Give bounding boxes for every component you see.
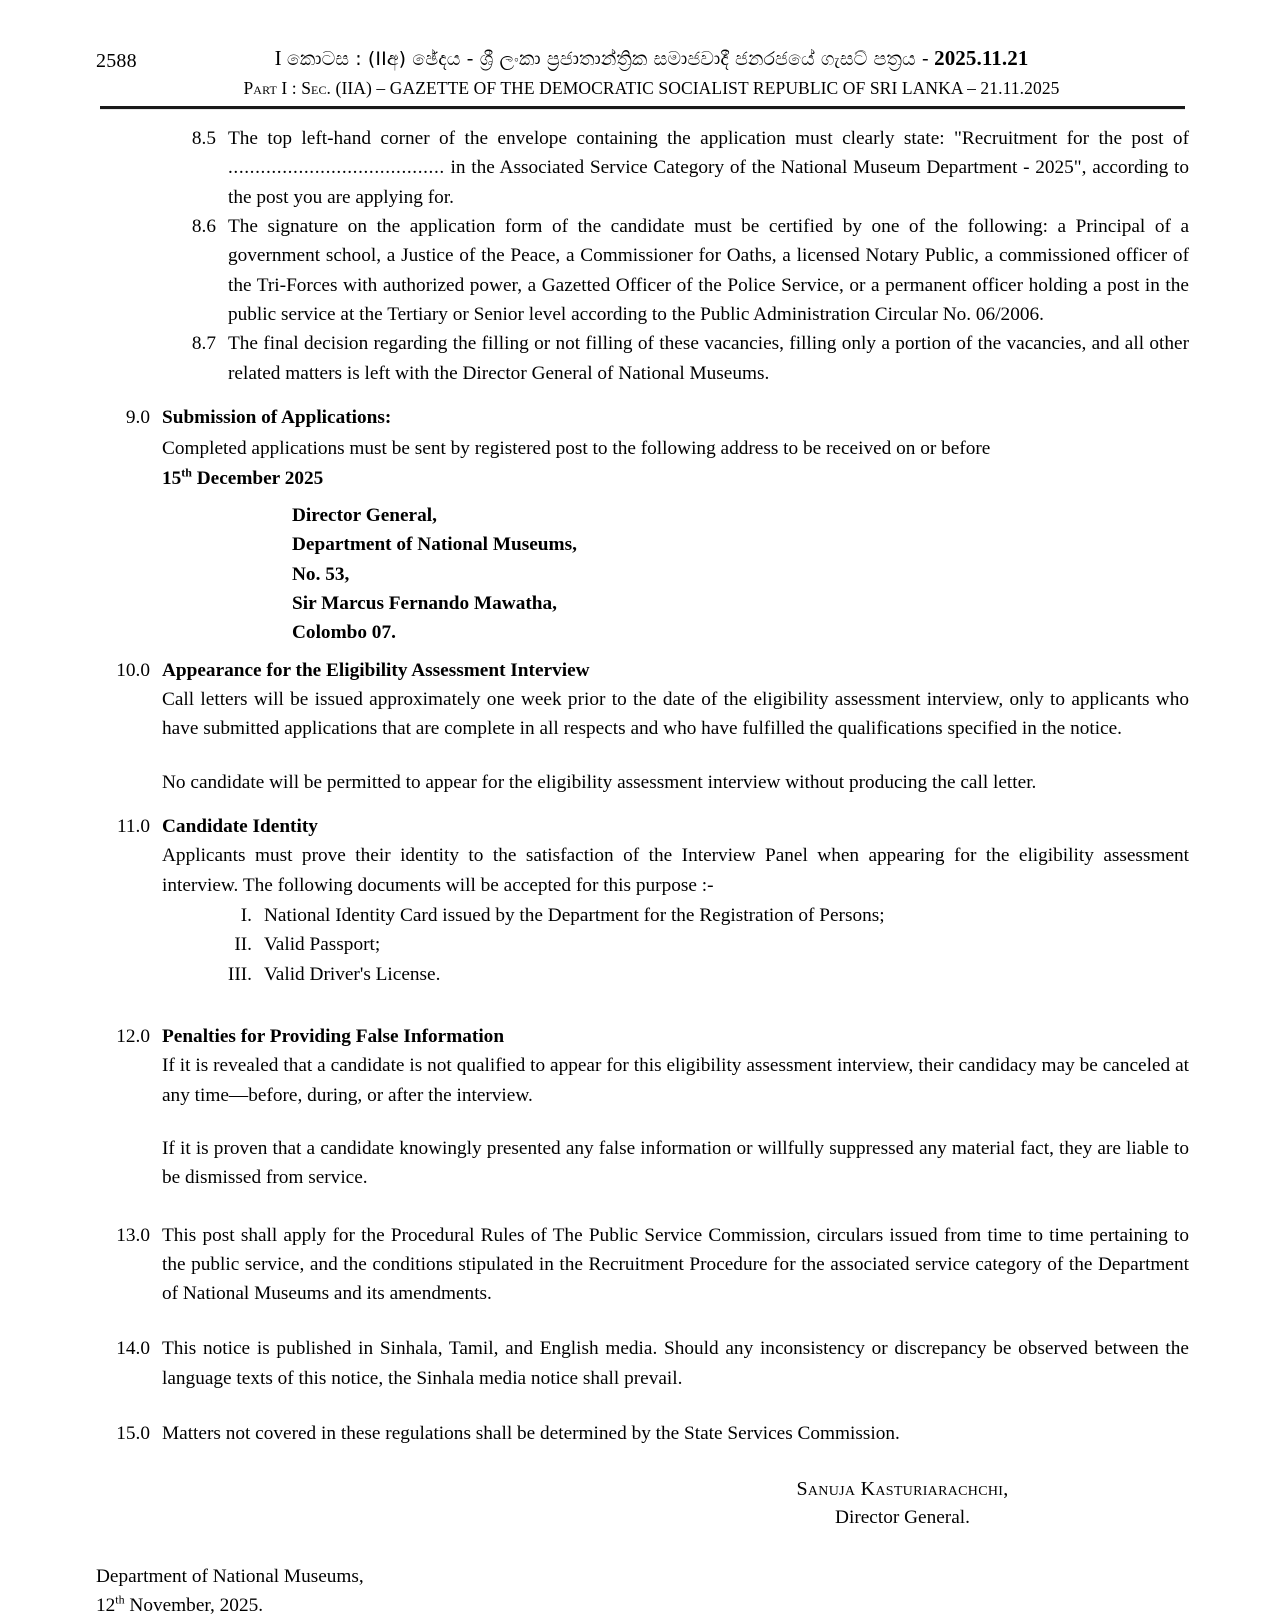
page-header xyxy=(96,44,1189,102)
section-13-number: 13.0 xyxy=(116,1224,150,1246)
clause-8-5-text-a: The top left-hand corner of the envelope containing the application must clearly state: "Recruitment for the post of xyxy=(228,128,1189,149)
section-9-number: 9.0 xyxy=(125,406,150,428)
list-item xyxy=(206,930,1189,959)
section-13-text: This post shall apply for the Procedural Rules of The Public Service Commission, circulars issued from time to time pertaining to the public service, and the conditions stipulated in the Recruitment Procedure for the associated service category of the Department of National Museums and its amendments. xyxy=(162,1224,1189,1305)
section-10-para-1: Call letters will be issued approximately one week prior to the date of the eligibility assessment interview, only to applicants who have submitted applications that are complete in all respects and who have fulfilled the qualifications specified in the notice. xyxy=(162,688,1189,740)
footer-date-rest: November, 2025. xyxy=(124,1595,264,1617)
section-11-para-1: Applicants must prove their identity to the satisfaction of the Interview Panel when appearing for the eligibility assessment interview. The following documents will be accepted for this purpose :- xyxy=(162,845,1189,896)
address-line-5: Colombo 07. xyxy=(292,622,396,644)
identity-documents-list xyxy=(206,901,1189,989)
section-9-body: Completed applications must be sent by registered post to the following address to be received on or before xyxy=(162,438,991,460)
clause-8-6-text: The signature on the application form of the candidate must be certified by one of the following: a Principal of a government school, a Justice of the Peace, a Commissioner for Oaths, a licensed Notary Public, a commissioned officer of the Tri-Forces with authorized power, a Gazetted Officer of the Police Service, or a permanent officer holding a post in the public service at the Tertiary or Senior level according to the Public Administration Circular No. 06/2006. xyxy=(228,215,1189,325)
list-item-text: Valid Passport; xyxy=(264,934,381,956)
address-line-4: Sir Marcus Fernando Mawatha, xyxy=(292,592,557,614)
section-15-text: Matters not covered in these regulations shall be determined by the State Services Commission. xyxy=(162,1423,900,1445)
clause-8-7 xyxy=(96,329,1189,388)
deadline-day: 15 xyxy=(162,467,182,489)
signatory-name: Sanuja Kasturiarachchi, xyxy=(796,1478,1009,1501)
page-number: 2588 xyxy=(96,50,137,72)
section-14-text: This notice is published in Sinhala, Tamil, and English media. Should any inconsistency or discrepancy be observed between the language texts of this notice, the Sinhala media notice shall prevail. xyxy=(162,1338,1189,1389)
list-item xyxy=(206,901,1189,930)
clause-8-5-text xyxy=(228,124,1189,212)
section-15 xyxy=(96,1419,1189,1448)
section-12-para-1: If it is revealed that a candidate is not qualified to appear for this eligibility assessment interview, their candidacy may be canceled at any time—before, during, or after the interview. xyxy=(162,1055,1189,1106)
header-divider xyxy=(100,106,1185,110)
clause-8-7-text: The final decision regarding the filling or not filling of these vacancies, filling only a portion of the vacancies, and all other related matters is left with the Director General of National Museums. xyxy=(228,333,1189,384)
clause-8-5 xyxy=(96,124,1189,212)
list-item-numeral: III. xyxy=(227,963,252,985)
section-14 xyxy=(96,1334,1189,1393)
section-11 xyxy=(96,812,1189,900)
section-9-deadline xyxy=(162,464,1189,493)
footer-department: Department of National Museums, xyxy=(96,1566,364,1588)
document-body xyxy=(96,124,1189,1621)
section-10-number: 10.0 xyxy=(116,659,150,681)
header-sinhala-line xyxy=(96,44,1189,74)
footer-date xyxy=(96,1592,1189,1621)
section-15-number: 15.0 xyxy=(116,1423,150,1445)
list-item-text: National Identity Card issued by the Department for the Registration of Persons; xyxy=(264,904,885,926)
deadline-suffix: th xyxy=(181,465,192,480)
address-line-1: Director General, xyxy=(292,504,437,526)
header-english-text: Part I : Sec. (IIA) – GAZETTE OF THE DEMOCRATIC SOCIALIST REPUBLIC OF SRI LANKA – 21.11.2025 xyxy=(243,77,1060,98)
header-sinhala-text: කොටස : (IIඅ) ඡේදය - ශ්‍රී ලංකා ප්‍රජාතාන්ත්‍රික සමාජවාදී ජනරජයේ ගැසට් පත්‍රය - xyxy=(286,48,929,70)
clause-8-5-dotted-blank: ........................................ xyxy=(228,157,445,179)
section-10-title: Appearance for the Eligibility Assessment Interview xyxy=(162,659,590,681)
header-english-line xyxy=(96,78,1189,99)
section-12-content xyxy=(162,1022,1189,1193)
address-line-3: No. 53, xyxy=(292,563,350,585)
section-13 xyxy=(96,1221,1189,1309)
clause-8-7-number: 8.7 xyxy=(191,333,216,355)
section-12-title: Penalties for Providing False Information xyxy=(162,1025,505,1047)
signatory-title: Director General. xyxy=(835,1507,970,1529)
footer-date-day: 12 xyxy=(96,1595,116,1617)
address-line-2: Department of National Museums, xyxy=(292,534,577,556)
section-10-para-2: No candidate will be permitted to appear for the eligibility assessment interview without producing the call letter. xyxy=(162,771,1037,793)
list-item-numeral: II. xyxy=(234,934,252,956)
list-item-text: Valid Driver's License. xyxy=(264,963,441,985)
section-12-number: 12.0 xyxy=(116,1025,150,1047)
deadline-rest: December 2025 xyxy=(191,467,324,489)
clause-8-6 xyxy=(96,212,1189,329)
signature-block xyxy=(96,1474,1189,1533)
list-item xyxy=(206,960,1189,989)
section-11-number: 11.0 xyxy=(116,815,150,837)
header-part-roman: I xyxy=(274,46,282,70)
clause-8-5-number: 8.5 xyxy=(191,128,216,149)
section-9-content xyxy=(162,403,1189,493)
submission-address-block xyxy=(292,501,1189,648)
section-11-title: Candidate Identity xyxy=(162,815,318,837)
section-9 xyxy=(96,403,1189,493)
clause-8-5-text-b: in the Associated Service Category of the National Museum Department - 2025", according to the post you are applying for. xyxy=(228,157,1189,208)
section-12 xyxy=(96,1022,1189,1193)
footer-date-suffix: th xyxy=(115,1592,125,1607)
clause-8-6-number: 8.6 xyxy=(191,215,216,237)
section-10 xyxy=(96,656,1189,797)
list-item-numeral: I. xyxy=(240,904,252,926)
section-12-para-2: If it is proven that a candidate knowingly presented any false information or willfully suppressed any material fact, they are liable to be dismissed from service. xyxy=(162,1137,1189,1189)
section-10-content xyxy=(162,656,1189,797)
section-9-title: Submission of Applications: xyxy=(162,406,392,428)
header-sinhala-date: 2025.11.21 xyxy=(934,46,1029,70)
footer-block xyxy=(96,1563,1189,1621)
section-11-content xyxy=(162,812,1189,900)
section-14-number: 14.0 xyxy=(116,1338,150,1360)
